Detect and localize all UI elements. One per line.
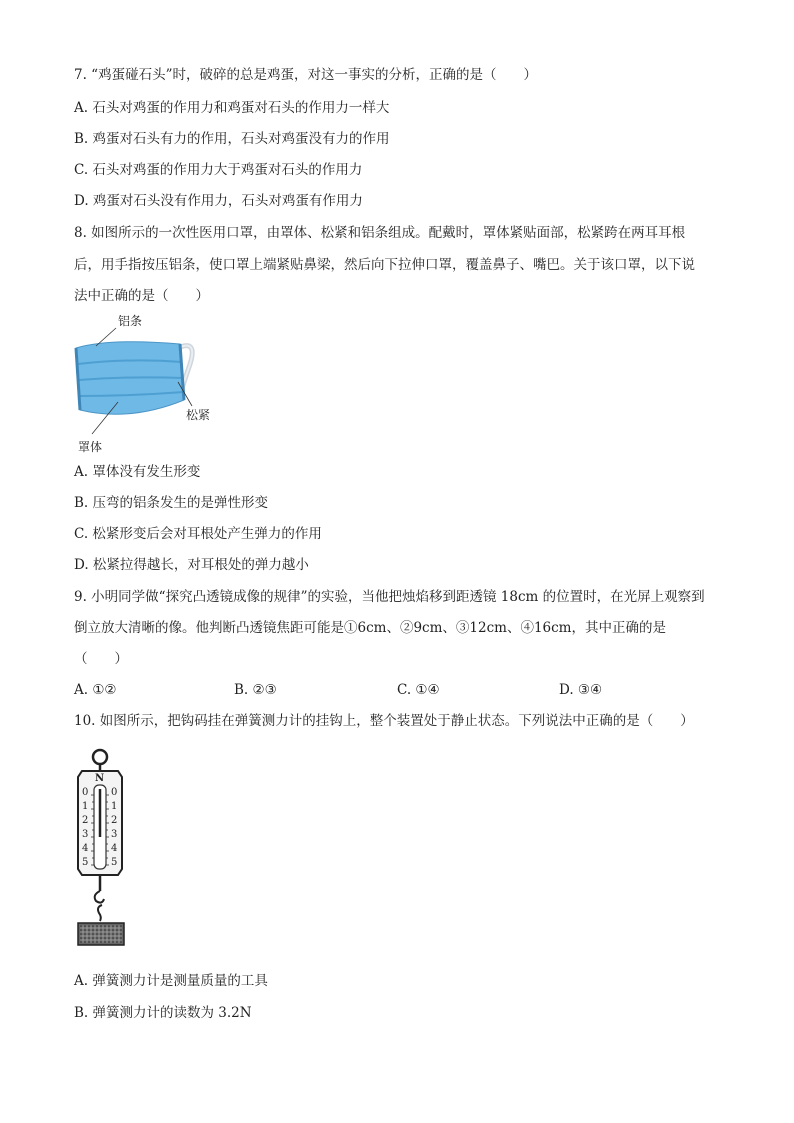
q9-option-c: C. ①④ xyxy=(397,682,440,698)
q8-option-c: C. 松紧形变后会对耳根处产生弹力的作用 xyxy=(74,526,322,542)
q8-option-a: A. 罩体没有发生形变 xyxy=(74,464,201,480)
spring-scale-figure xyxy=(72,745,134,950)
scale-right-tick: 1 xyxy=(111,801,118,812)
q7-option-c: C. 石头对鸡蛋的作用力大于鸡蛋对石头的作用力 xyxy=(74,162,363,178)
mask-label-aluminum: 铝条 xyxy=(118,314,143,328)
q9-stem-line3: （ ） xyxy=(74,651,128,667)
scale-right-tick: 0 xyxy=(111,787,118,798)
q8-option-b: B. 压弯的铝条发生的是弹性形变 xyxy=(74,495,269,511)
scale-right-tick: 3 xyxy=(111,829,118,840)
mask-label-elastic: 松紧 xyxy=(186,408,211,422)
scale-left-tick: 2 xyxy=(82,815,89,826)
q9-option-a: A. ①② xyxy=(74,682,117,698)
q10-stem: 10. 如图所示，把钩码挂在弹簧测力计的挂钩上，整个装置处于静止状态。下列说法中正确的是（ ） xyxy=(74,713,694,729)
q10-option-b: B. 弹簧测力计的读数为 3.2N xyxy=(74,1005,252,1021)
q7-option-d: D. 鸡蛋对石头没有作用力，石头对鸡蛋有作用力 xyxy=(74,193,363,209)
q8-option-d: D. 松紧拉得越长，对耳根处的弹力越小 xyxy=(74,557,309,573)
q7-stem: 7. “鸡蛋碰石头”时，破碎的总是鸡蛋，对这一事实的分析，正确的是（ ） xyxy=(74,67,537,83)
q9-option-b: B. ②③ xyxy=(234,682,277,698)
q10-option-a: A. 弹簧测力计是测量质量的工具 xyxy=(74,973,268,989)
q8-stem-line2: 后，用手指按压铝条，使口罩上端紧贴鼻梁，然后向下拉伸口罩，覆盖鼻子、嘴巴。关于该口罩，以下说 xyxy=(74,257,695,273)
scale-left-tick: 4 xyxy=(82,843,89,854)
q9-options-row xyxy=(74,680,634,700)
q9-option-d: D. ③④ xyxy=(559,682,603,698)
mask-figure xyxy=(70,310,230,460)
scale-left-tick: 1 xyxy=(82,801,89,812)
scale-left-tick: 3 xyxy=(82,829,89,840)
scale-left-tick: 0 xyxy=(82,787,89,798)
scale-left-tick: 5 xyxy=(82,857,89,868)
q8-stem-line1: 8. 如图所示的一次性医用口罩，由罩体、松紧和铝条组成。配戴时，罩体紧贴面部，松紧跨在两耳耳根 xyxy=(74,225,686,241)
q7-option-a: A. 石头对鸡蛋的作用力和鸡蛋对石头的作用力一样大 xyxy=(74,100,390,116)
q8-stem-line3: 法中正确的是（ ） xyxy=(74,288,209,304)
scale-right-tick: 2 xyxy=(111,815,118,826)
q7-option-b: B. 鸡蛋对石头有力的作用，石头对鸡蛋没有力的作用 xyxy=(74,131,390,147)
q9-stem-line1: 9. 小明同学做“探究凸透镜成像的规律”的实验，当他把烛焰移到距透镜 18cm 的位置时，在光屏上观察到 xyxy=(74,589,705,605)
q9-stem-line2: 倒立放大清晰的像。他判断凸透镜焦距可能是①6cm、②9cm、③12cm、④16cm，其中正确的是 xyxy=(74,620,666,636)
scale-right-tick: 4 xyxy=(111,843,118,854)
mask-label-body: 罩体 xyxy=(78,440,103,454)
scale-right-tick: 5 xyxy=(111,857,118,868)
scale-unit-label: N xyxy=(95,773,105,784)
